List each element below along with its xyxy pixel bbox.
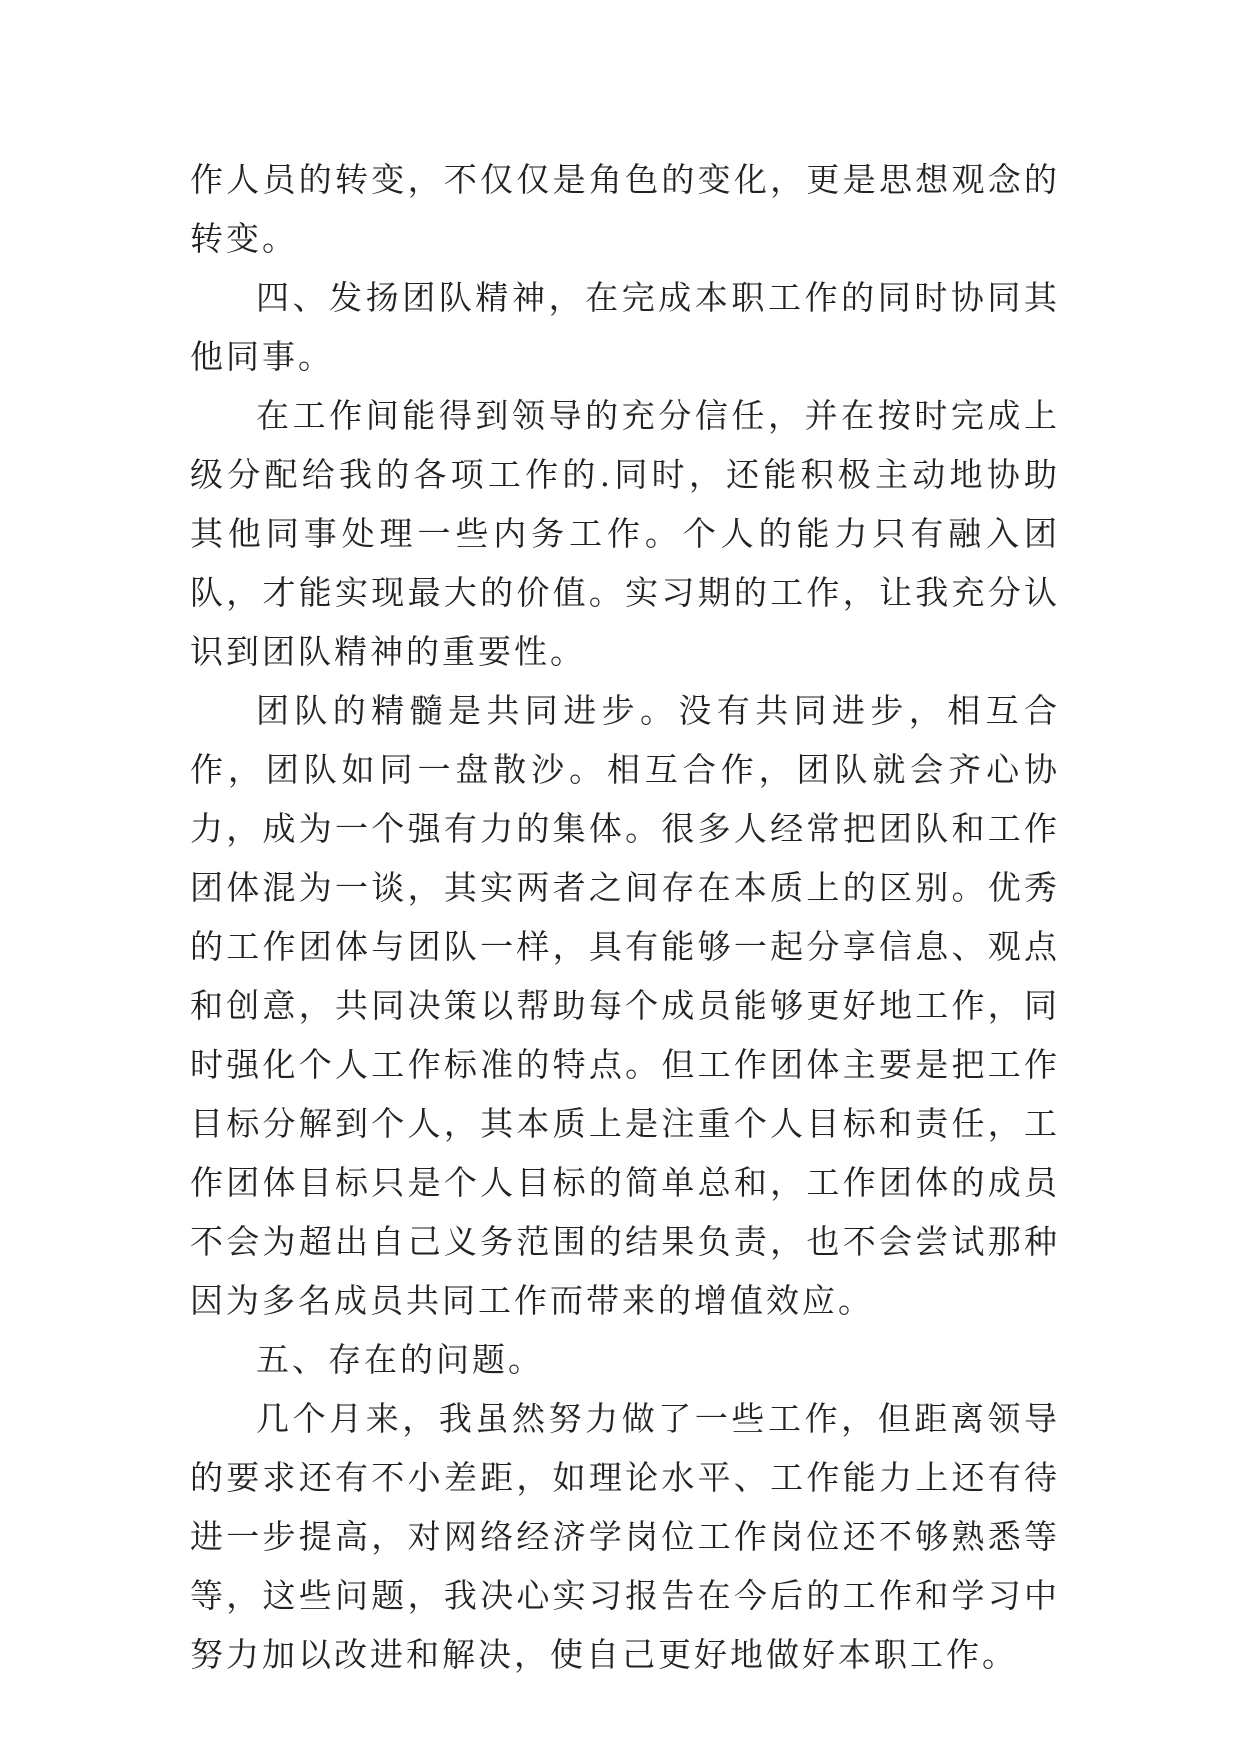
paragraph: 几个月来，我虽然努力做了一些工作，但距离领导的要求还有不小差距，如理论水平、工作能力上还有待进一步提高，对网络经济学岗位工作岗位还不够熟悉等等，这些问题，我决心实习报告在今后的工作和学习中努力加以改进和解决，使自己更好地做好本职工作。 — [190, 1399, 1060, 1674]
paragraph: 团队的精髓是共同进步。没有共同进步，相互合作，团队如同一盘散沙。相互合作，团队就会齐心协力，成为一个强有力的集体。很多人经常把团队和工作团体混为一谈，其实两者之间存在本质上的区别。优秀的工作团体与团队一样，具有能够一起分享信息、观点和创意，共同决策以帮助每个成员能够更好地工作，同时强化个人工作标准的特点。但工作团体主要是把工作目标分解到个人，其本质上是注重个人目标和责任，工作团体目标只是个人目标的简单总和，工作团体的成员不会为超出自己义务范围的结果负责，也不会尝试那种因为多名成员共同工作而带来的增值效应。 — [190, 691, 1060, 1320]
paragraph: 在工作间能得到领导的充分信任，并在按时完成上级分配给我的各项工作的.同时，还能积极主动地协助其他同事处理一些内务工作。个人的能力只有融入团队，才能实现最大的价值。实习期的工作，让我充分认识到团队精神的重要性。 — [190, 396, 1060, 671]
section-heading-five: 五、存在的问题。 — [256, 1340, 544, 1379]
body-text — [190, 150, 1060, 1684]
section-heading-four: 四、发扬团队精神，在完成本职工作的同时协同其他同事。 — [190, 278, 1060, 376]
paragraph-continuation: 作人员的转变，不仅仅是角色的变化，更是思想观念的转变。 — [190, 160, 1060, 258]
